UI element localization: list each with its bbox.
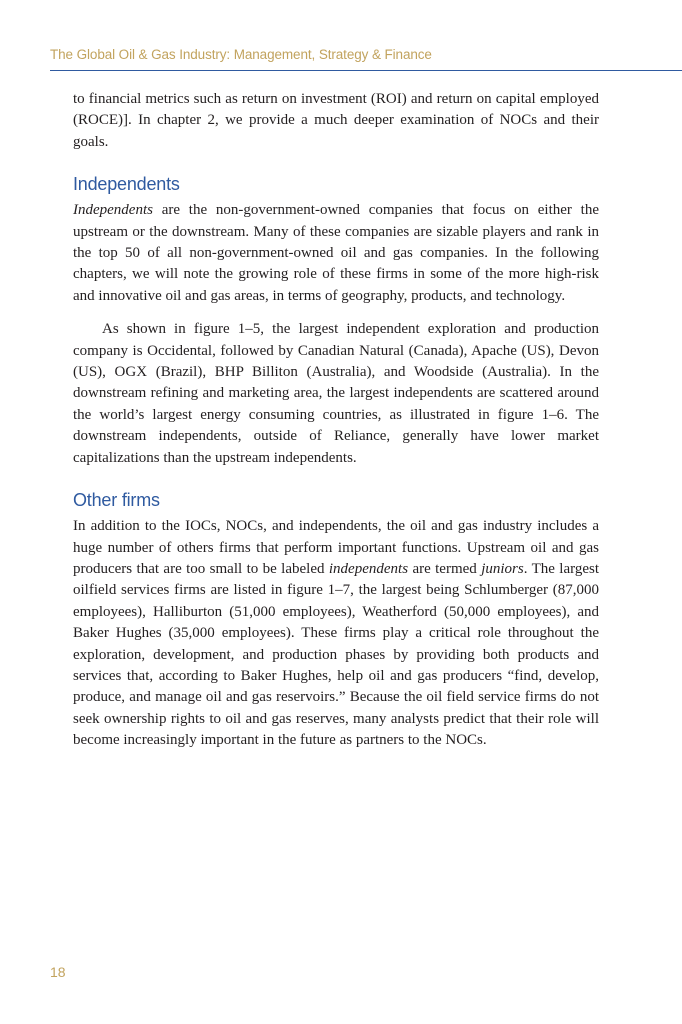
page-number: 18 <box>50 964 66 980</box>
section-heading-other-firms: Other firms <box>73 490 160 511</box>
independents-paragraph-1 <box>73 200 599 307</box>
page-body <box>73 89 599 752</box>
other-firms-paragraph <box>73 516 599 751</box>
other-firms-text-a: In addition to the IOCs, NOCs, and independents, the oil and gas industry includes a huge number of others firms that perform important functions. Upstream oil and gas producers that are too small to be labeled <box>73 518 599 577</box>
section-heading-independents: Independents <box>73 174 180 195</box>
term-juniors: juniors <box>481 560 524 577</box>
header-rule <box>50 70 682 71</box>
independents-paragraph-1-text: are the non-government-owned companies that focus on either the upstream or the downstream. Many of these companies are sizable players and rank in the top 50 of all non-government-owned oil and gas companies. In the following chapters, we will note the growing role of these firms in some of the more high-risk and innovative oil and gas areas, in terms of geography, products, and technology. <box>73 202 599 304</box>
other-firms-text-c: . The largest oilfield services firms are listed in figure 1–7, the largest being Schlumberger (87,000 employees), Halliburton (51,000 employees), Weatherford (50,000 employees), and Baker Hughes (35,000 employees). These firms play a critical role throughout the exploration, development, and production phases by providing both products and services that, according to Baker Hughes, help oil and gas producers “find, develop, produce, and manage oil and gas reservoirs.” Because the oil field service firms do not seek ownership rights to oil and gas reserves, many analysts predict that their role will become increasingly important in the future as partners to the NOCs. <box>73 560 599 749</box>
other-firms-text-b: are termed <box>408 560 482 577</box>
term-independents: Independents <box>73 202 153 219</box>
term-independents-small: independents <box>328 560 409 577</box>
running-header: The Global Oil & Gas Industry: Management, Strategy & Finance <box>50 47 432 62</box>
intro-paragraph: to financial metrics such as return on investment (ROI) and return on capital employed (ROCE)]. In chapter 2, we provide a much deeper examination of NOCs and their goals. <box>73 91 599 150</box>
independents-paragraph-2: As shown in figure 1–5, the largest independent exploration and production company is Occidental, followed by Canadian Natural (Canada), Apache (US), Devon (US), OGX (Brazil), BHP Billiton (Australia), and Woodside (Australia). In the downstream refining and marketing area, the largest independents are scattered around the world’s largest energy consuming countries, as illustrated in figure 1–6. The downstream independents, outside of Reliance, generally have lower market capitalizations than the upstream independents. <box>73 321 599 466</box>
